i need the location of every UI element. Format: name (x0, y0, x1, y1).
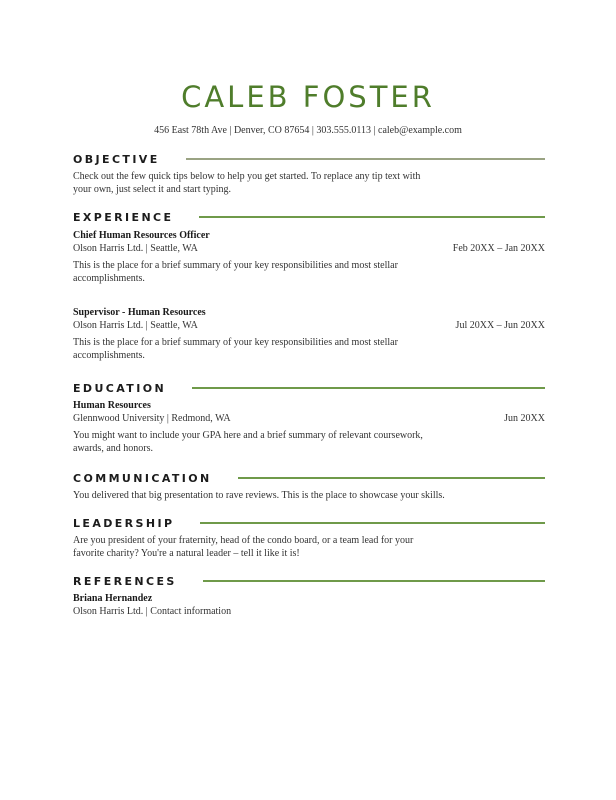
section-title: REFERENCES (73, 574, 177, 588)
section-rule (203, 580, 545, 582)
section-title: EXPERIENCE (73, 210, 174, 224)
edu-date: Jun 20XX (504, 413, 545, 424)
school: Glennwood University | Redmond, WA (73, 413, 231, 424)
job-org: Olson Harris Ltd. | Seattle, WA (73, 243, 198, 254)
section-rule (238, 477, 545, 479)
edu-desc: You might want to include your GPA here and a brief summary of relevant coursework, awards, and honors. (73, 430, 423, 454)
resume-name: CALEB FOSTER (181, 80, 435, 114)
section-references (73, 574, 545, 618)
job-entry (73, 306, 545, 362)
job-dates: Jul 20XX – Jun 20XX (455, 320, 545, 331)
section-experience (73, 210, 545, 362)
job-entry (73, 229, 545, 285)
section-title: OBJECTIVE (73, 152, 160, 166)
objective-text: Check out the few quick tips below to help you get started. To replace any tip text with your own, just select it and start typing. (73, 171, 421, 195)
section-rule (192, 387, 545, 389)
section-title: COMMUNICATION (73, 471, 212, 485)
job-desc: This is the place for a brief summary of your key responsibilities and most stellar accomplishments. (73, 260, 398, 284)
reference-name: Briana Hernandez (73, 593, 153, 604)
section-rule (186, 158, 545, 160)
section-leadership (73, 516, 545, 560)
section-title: LEADERSHIP (73, 516, 175, 530)
section-communication (73, 471, 545, 502)
reference-detail: Olson Harris Ltd. | Contact information (73, 606, 232, 617)
job-dates: Feb 20XX – Jan 20XX (452, 243, 545, 254)
job-role: Supervisor - Human Resources (73, 307, 206, 318)
degree: Human Resources (73, 400, 151, 411)
section-title: EDUCATION (73, 381, 167, 395)
job-desc: This is the place for a brief summary of your key responsibilities and most stellar accomplishments. (73, 337, 398, 361)
section-objective (73, 152, 545, 196)
job-role: Chief Human Resources Officer (73, 230, 210, 241)
communication-text: You delivered that big presentation to rave reviews. This is the place to showcase your skills. (73, 490, 445, 501)
section-rule (200, 522, 545, 524)
section-rule (199, 216, 545, 218)
section-education (73, 381, 545, 455)
job-org: Olson Harris Ltd. | Seattle, WA (73, 320, 198, 331)
leadership-text: Are you president of your fraternity, head of the condo board, or a team lead for your favorite charity? You're a natural leader – tell it like it is! (73, 535, 414, 559)
contact-info: 456 East 78th Ave | Denver, CO 87654 | 303.555.0113 | caleb@example.com (154, 125, 462, 136)
